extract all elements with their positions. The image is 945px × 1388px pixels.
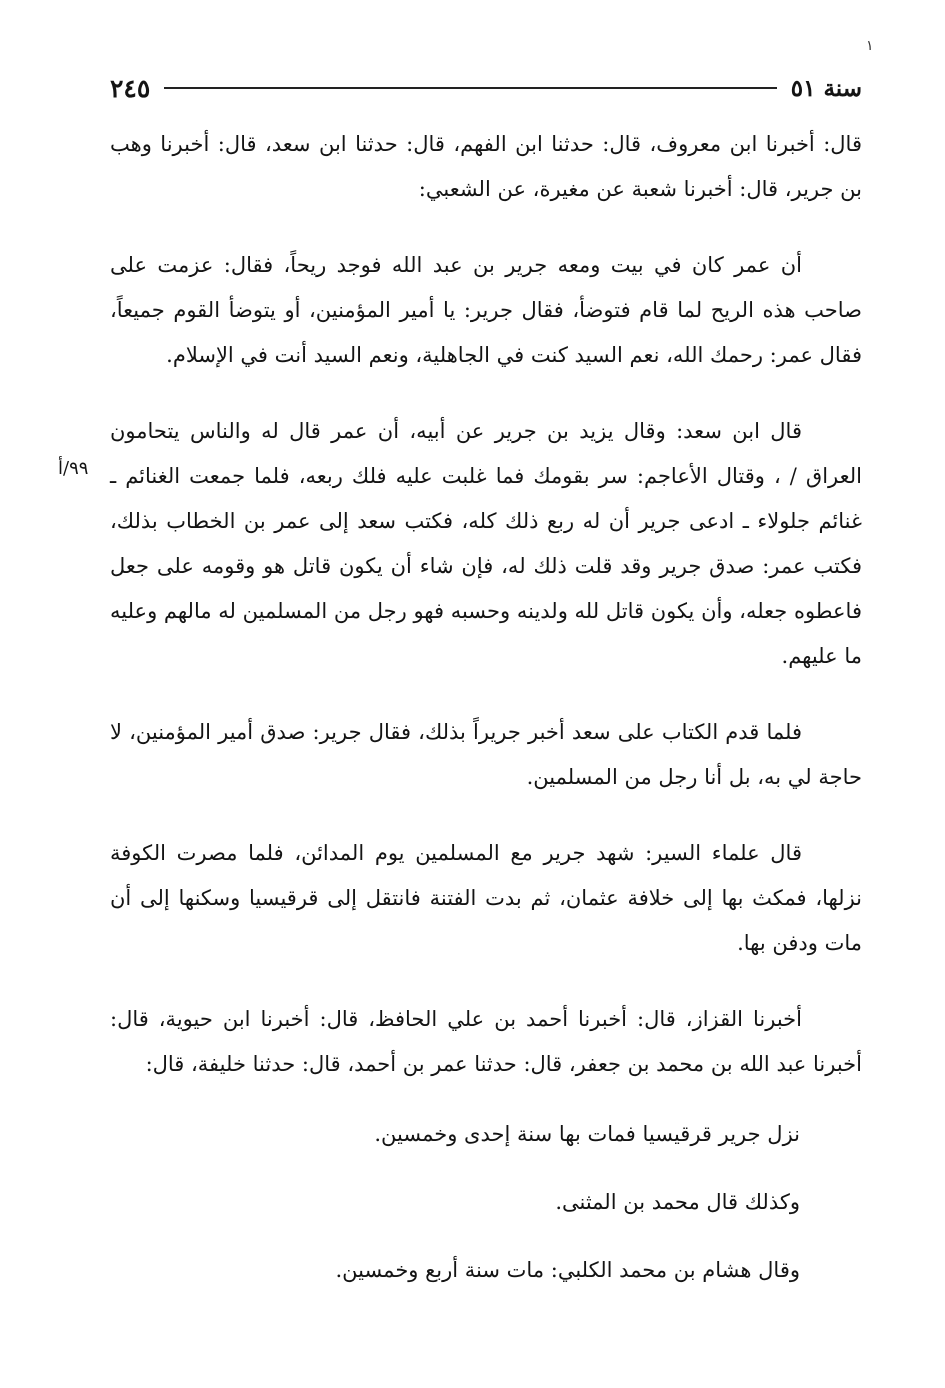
corner-mark: ١ — [866, 38, 874, 54]
paragraph-isnad-2: أخبرنا القزاز، قال: أخبرنا أحمد بن علي الحافظ، قال: أخبرنا ابن حيوية، قال: أخبرنا عبد الله بن محمد بن جعفر، قال: حدثنا عمر بن أحمد، قال: حدثنا خليفة، قال: — [110, 1007, 862, 1076]
closing-lines — [110, 1112, 800, 1316]
closing-line-ibn-muthanna: وكذلك قال محمد بن المثنى. — [555, 1190, 800, 1214]
margin-folio-reference: ٩٩/أ — [58, 458, 89, 479]
closing-line-hisham: وقال هشام بن محمد الكلبي: مات سنة أربع وخمسين. — [335, 1258, 800, 1282]
paragraph-umar-wind: أن عمر كان في بيت ومعه جرير بن عبد الله فوجد ريحاً، فقال: عزمت على صاحب هذه الريح لما قام فتوضأ، فقال جرير: يا أمير المؤمنين، أو يتوضأ القوم جميعاً، فقال عمر: رحمك الله، نعم السيد كنت في الجاهلية، ونعم السيد أنت في الإسلام. — [110, 253, 862, 367]
paragraph-iraq-booty: قال ابن سعد: وقال يزيد بن جرير عن أبيه، أن عمر قال له والناس يتحامون العراق / ، وقتال الأعاجم: سر بقومك فما غلبت عليه فلك ربعه، فلما جمعت الغنائم ـ غنائم جلولاء ـ ادعى جرير أن له ربع ذلك كله، فكتب سعد إلى عمر بن الخطاب بذلك، فكتب عمر: صدق جرير وقد قلت ذلك له، فإن شاء أن يكون قاتل هو وقومه على جعل فاعطوه جعله، وأن يكون قاتل لله ولدينه وحسبه فهو رجل من المسلمين له مالهم وعليه ما عليهم. — [110, 419, 862, 668]
page-number: ٢٤٥ — [110, 73, 151, 103]
paragraph-biographers: قال علماء السير: شهد جرير مع المسلمين يوم المدائن، فلما مصرت الكوفة نزلها، فمكث بها إلى خلافة عثمان، ثم بدت الفتنة فانتقل إلى قرقيسيا وسكنها إلى أن مات ودفن بها. — [110, 841, 862, 955]
header-year-label: سنة ٥١ — [790, 74, 862, 102]
paragraph-isnad-1: قال: أخبرنا ابن معروف، قال: حدثنا ابن الفهم، قال: حدثنا ابن سعد، قال: أخبرنا وهب بن جرير، قال: أخبرنا شعبة عن مغيرة، عن الشعبي: — [110, 132, 862, 201]
running-header — [110, 68, 862, 108]
main-text — [110, 122, 862, 1118]
paragraph-letter: فلما قدم الكتاب على سعد أخبر جريراً بذلك، فقال جرير: صدق أمير المؤمنين، لا حاجة لي به، بل أنا رجل من المسلمين. — [110, 720, 862, 789]
header-rule — [164, 87, 776, 89]
closing-line-death: نزل جرير قرقيسيا فمات بها سنة إحدى وخمسين. — [374, 1122, 800, 1146]
